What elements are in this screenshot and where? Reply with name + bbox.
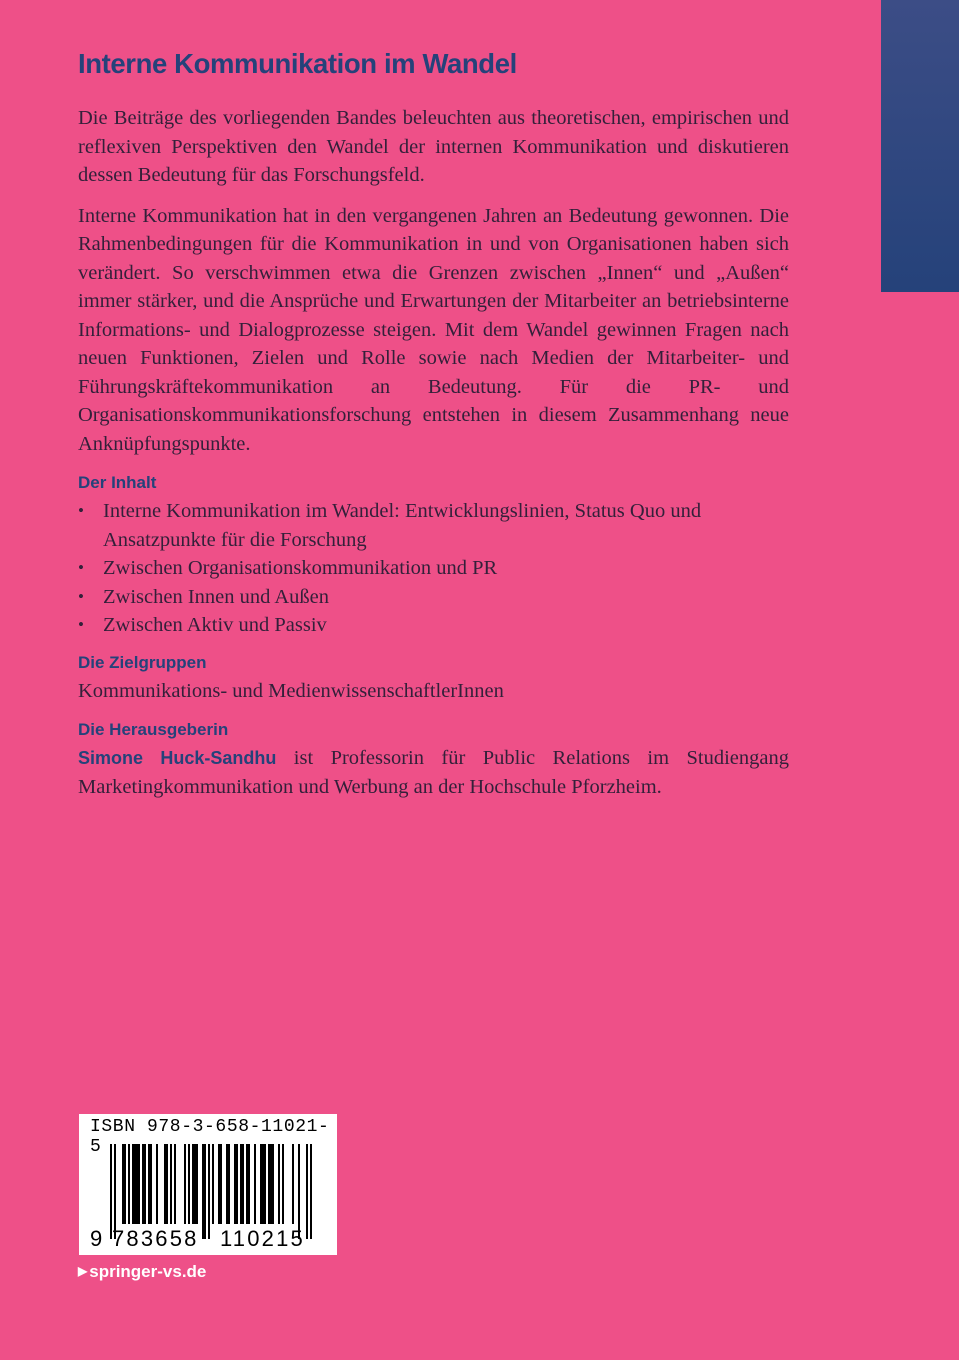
barcode-bar: [132, 1144, 134, 1224]
author-name: Simone Huck-Sandhu: [78, 748, 277, 768]
side-color-band: [881, 0, 959, 292]
barcode-bar: [292, 1144, 294, 1224]
publisher-website[interactable]: [78, 1262, 206, 1282]
bullet-icon: •: [78, 615, 84, 634]
barcode-bar: [226, 1144, 228, 1224]
author-bio: ist Professorin für Public Relations im Studiengang Marketingkommunikation und Werbung an der Hochschule Pforzheim.: [78, 747, 789, 798]
list-item-text: Interne Kommunikation im Wandel: Entwicklungslinien, Status Quo und Ansatzpunkte für die Forschung: [103, 500, 702, 551]
list-item-text: Zwischen Organisationskommunikation und PR: [103, 557, 498, 579]
bullet-icon: •: [78, 558, 84, 577]
barcode-bar: [270, 1144, 272, 1224]
barcode-bar: [310, 1144, 312, 1239]
inhalt-heading: Der Inhalt: [78, 473, 157, 492]
bullet-icon: •: [78, 586, 84, 606]
barcode-bar: [268, 1144, 270, 1224]
intro-paragraph: Die Beiträge des vorliegenden Bandes beleuchten aus theoretischen, empirischen und reflexiven Perspektiven den Wandel der internen Kommunikation und diskutieren dessen Bedeutung für das Forschungsfeld.: [78, 107, 789, 186]
barcode-bar: [192, 1144, 194, 1224]
list-item-text: Zwischen Aktiv und Passiv: [103, 614, 327, 636]
barcode-bar: [278, 1144, 280, 1224]
barcode-bar: [272, 1144, 274, 1224]
barcode-bar: [282, 1144, 284, 1224]
barcode-bar: [174, 1144, 176, 1224]
zielgruppen-text: Kommunikations- und MedienwissenschaftlerInnen: [78, 679, 504, 702]
herausgeberin-paragraph: [78, 744, 789, 801]
barcode-bar: [212, 1144, 214, 1224]
isbn-barcode-box: [79, 1114, 337, 1255]
barcode-bar: [144, 1144, 146, 1224]
barcode-bar: [246, 1144, 248, 1224]
barcode-bar: [242, 1144, 244, 1224]
list-item: [78, 583, 789, 612]
barcode-bar: [240, 1144, 242, 1224]
barcode-bar: [194, 1144, 196, 1224]
barcode-bar: [122, 1144, 124, 1224]
arrow-right-icon: ▶: [78, 1264, 88, 1278]
barcode-bar: [156, 1144, 158, 1224]
barcode-bar: [234, 1144, 236, 1224]
isbn-label: ISBN 978-3-658-11021-5: [90, 1117, 330, 1157]
barcode-bar: [236, 1144, 238, 1224]
list-item-text: Zwischen Innen und Außen: [103, 585, 330, 608]
zielgruppen-heading: Die Zielgruppen: [78, 652, 207, 672]
barcode-bar: [184, 1144, 186, 1224]
barcode-bar: [164, 1144, 166, 1224]
barcode-bar: [150, 1144, 152, 1224]
barcode-bar: [134, 1144, 136, 1224]
website-url: springer-vs.de: [89, 1262, 207, 1281]
inhalt-list: [78, 497, 789, 640]
list-item: [78, 554, 789, 583]
barcode-bar: [170, 1144, 172, 1224]
barcode-bar: [254, 1144, 256, 1224]
barcode-bar: [218, 1144, 220, 1224]
herausgeberin-heading: Die Herausgeberin: [78, 720, 229, 739]
barcode-bar: [306, 1144, 308, 1239]
barcode-bar: [248, 1144, 250, 1224]
barcode-bar: [166, 1144, 168, 1224]
barcode-bar: [138, 1144, 140, 1224]
barcode-digits-left: 783658: [112, 1226, 199, 1251]
barcode-bar: [204, 1144, 206, 1239]
barcode-bar: [148, 1144, 150, 1224]
cover-text: [78, 44, 789, 813]
barcode-bar: [136, 1144, 138, 1224]
barcode-bar: [260, 1144, 262, 1224]
book-title: Interne Kommunikation im Wandel: [78, 48, 517, 79]
barcode-bar: [208, 1144, 210, 1239]
body-paragraph: Interne Kommunikation hat in den vergangenen Jahren an Bedeutung gewonnen. Die Rahmenbedingungen für die Kommunikation in und von Organisationen haben sich verändert. So verschwimmen etwa die Grenzen zwischen „Innen“ und „Außen“ immer stärker, und die Ansprüche und Erwartungen der Mitarbeiter an betriebsinterne Informations- und Dialogprozesse steigen. Mit dem Wandel gewinnen Fragen nach neuen Funktionen, Zielen und Rolle sowie nach Medien der Mitarbeiter- und Führungskräftekommunikation an Bedeutung. Für die PR- und Organisationskommunikationsforschung entstehen in diesem Zusammenhang neue Anknüpfungspunkte.: [78, 204, 789, 455]
barcode-bar: [202, 1144, 204, 1239]
bullet-icon: •: [78, 501, 84, 520]
barcode-digits-right: 110215: [220, 1226, 305, 1251]
barcode-bar: [188, 1144, 190, 1224]
barcode-bar: [228, 1144, 230, 1224]
list-item: [78, 497, 789, 554]
barcode-bar: [262, 1144, 264, 1224]
barcode-bar: [142, 1144, 144, 1224]
list-item: [78, 611, 789, 640]
barcode-bar: [264, 1144, 266, 1224]
barcode-bar: [114, 1144, 116, 1239]
barcode-bar: [196, 1144, 198, 1224]
barcode-bar: [220, 1144, 222, 1224]
barcode-bar: [124, 1144, 126, 1224]
barcode-bar: [110, 1144, 112, 1239]
barcode-digit-first: 9: [90, 1226, 103, 1251]
barcode-bar: [298, 1144, 300, 1239]
barcode-bar: [128, 1144, 130, 1224]
